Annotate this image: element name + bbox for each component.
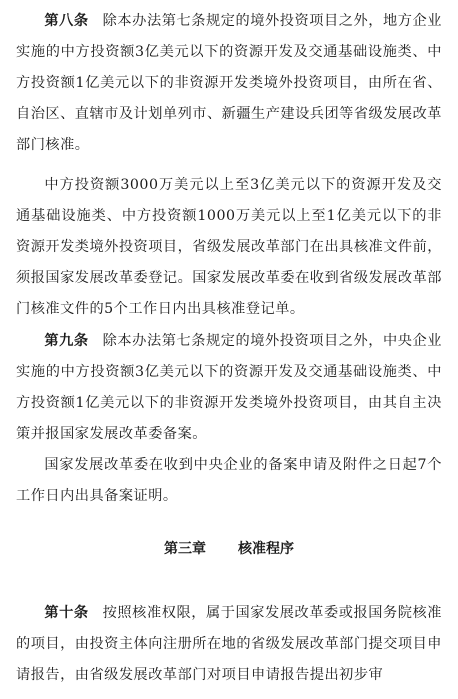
article-8-paragraph (16, 6, 442, 161)
article-8-text: 除本办法第七条规定的境外投资项目之外，地方企业实施的中方投资额3亿美元以下的资源开发及交通基础设施类、中方投资额1亿美元以下的非资源开发类境外投资项目，由所在省、自治区、直辖市及计划单列市、新疆生产建设兵团等省级发展改革部门核准。 (16, 13, 442, 153)
chapter-title: 核准程序 (238, 541, 294, 557)
chapter-heading (0, 537, 458, 561)
chapter-number: 第三章 (164, 541, 206, 557)
article-10-paragraph (16, 598, 442, 691)
article-10-text: 按照核准权限，属于国家发展改革委或报国务院核准的项目，由投资主体向注册所在地的省级发展改革部门提交项目申请报告，由省级发展改革部门对项目申请报告提出初步审 (16, 605, 442, 683)
article-9-text: 除本办法第七条规定的境外投资项目之外，中央企业实施的中方投资额3亿美元以下的资源开发及交通基础设施类、中方投资额1亿美元以下的非资源开发类境外投资项目，由其自主决策并报国家发展改革委备案。 (16, 333, 442, 442)
article-9-paragraph-2: 国家发展改革委在收到中央企业的备案申请及附件之日起7个工作日内出具备案证明。 (16, 457, 442, 504)
article-8-number: 第八条 (44, 13, 89, 29)
article-10-number: 第十条 (44, 605, 89, 621)
article-9-number: 第九条 (44, 333, 89, 349)
article-9-paragraph (16, 326, 442, 450)
article-8-paragraph-2: 中方投资额3000万美元以上至3亿美元以下的资源开发及交通基础设施类、中方投资额1000万美元以上至1亿美元以下的非资源开发类境外投资项目，省级发展改革部门在出具核准文件前，须报国家发展改革委登记。国家发展改革委在收到省级发展改革部门核准文件的5个工作日内出具核准登记单。 (16, 177, 442, 317)
